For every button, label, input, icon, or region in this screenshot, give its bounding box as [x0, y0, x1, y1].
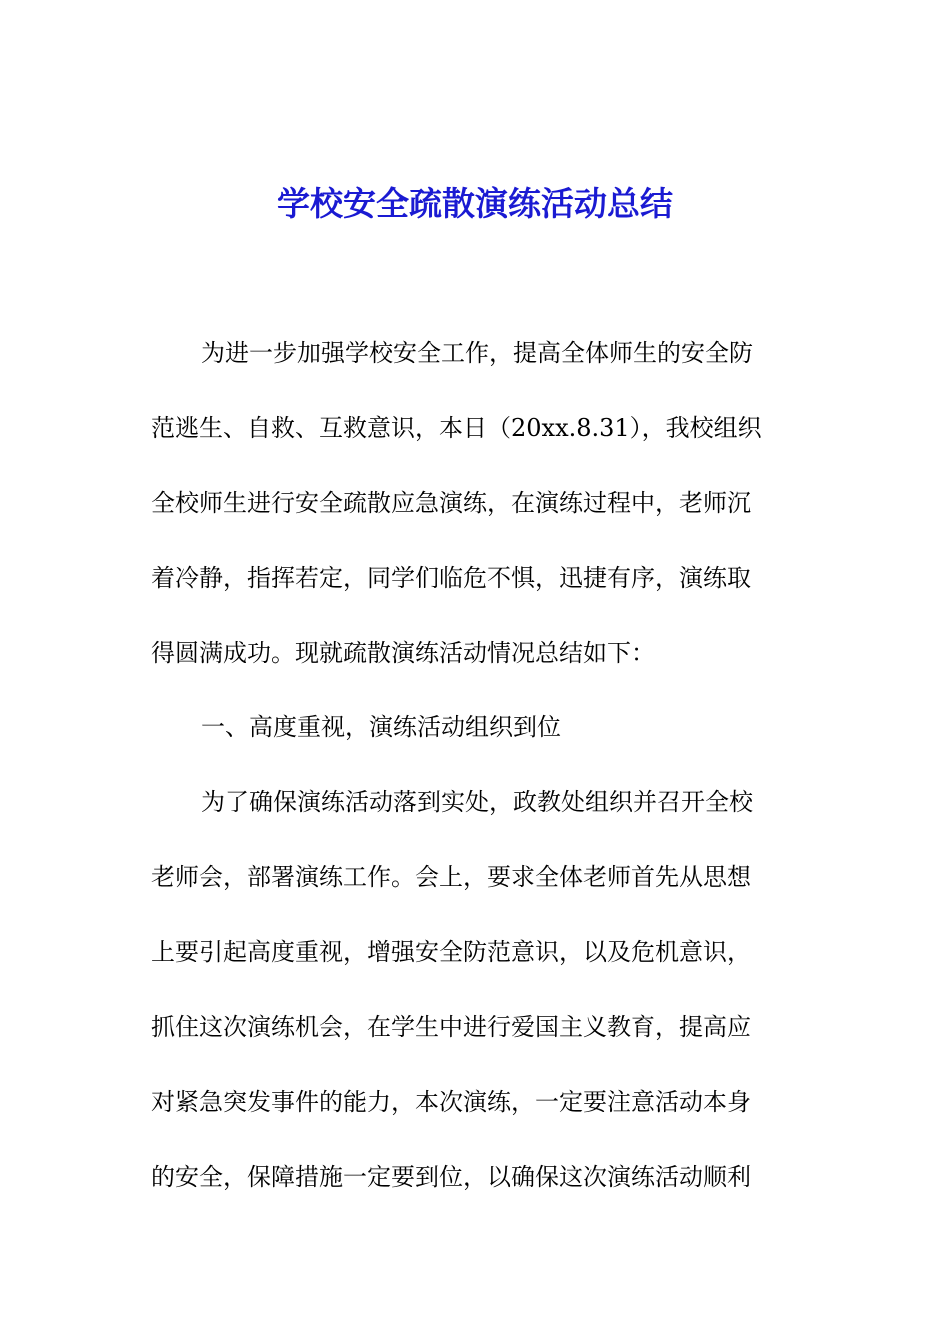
document-title: 学校安全疏散演练活动总结 [277, 184, 673, 223]
paragraph-line-5: 得圆满成功。现就疏散演练活动情况总结如下： [151, 638, 655, 667]
paragraph-line-11: 的安全，保障措施一定要到位，以确保这次演练活动顺利 [151, 1162, 751, 1191]
paragraph-line-4: 着冷静，指挥若定，同学们临危不惧，迅捷有序，演练取 [151, 563, 751, 592]
paragraph-line-7: 老师会，部署演练工作。会上，要求全体老师首先从思想 [151, 863, 751, 892]
paragraph-line-8: 上要引起高度重视，增强安全防范意识，以及危机意识， [151, 938, 751, 967]
paragraph-line-2: 范逃生、自救、互救意识，本日（20xx.8.31），我校组织 [151, 413, 762, 442]
document-body [151, 323, 803, 1222]
section-heading-1: 一、高度重视，演练活动组织到位 [201, 713, 561, 742]
paragraph-line-6: 为了确保演练活动落到实处，政教处组织并召开全校 [201, 788, 753, 817]
paragraph-line-10: 对紧急突发事件的能力，本次演练，一定要注意活动本身 [151, 1087, 751, 1116]
paragraph-line-9: 抓住这次演练机会，在学生中进行爱国主义教育，提高应 [151, 1013, 751, 1042]
paragraph-line-1: 为进一步加强学校安全工作，提高全体师生的安全防 [201, 339, 753, 367]
paragraph-line-3: 全校师生进行安全疏散应急演练，在演练过程中，老师沉 [151, 488, 751, 517]
